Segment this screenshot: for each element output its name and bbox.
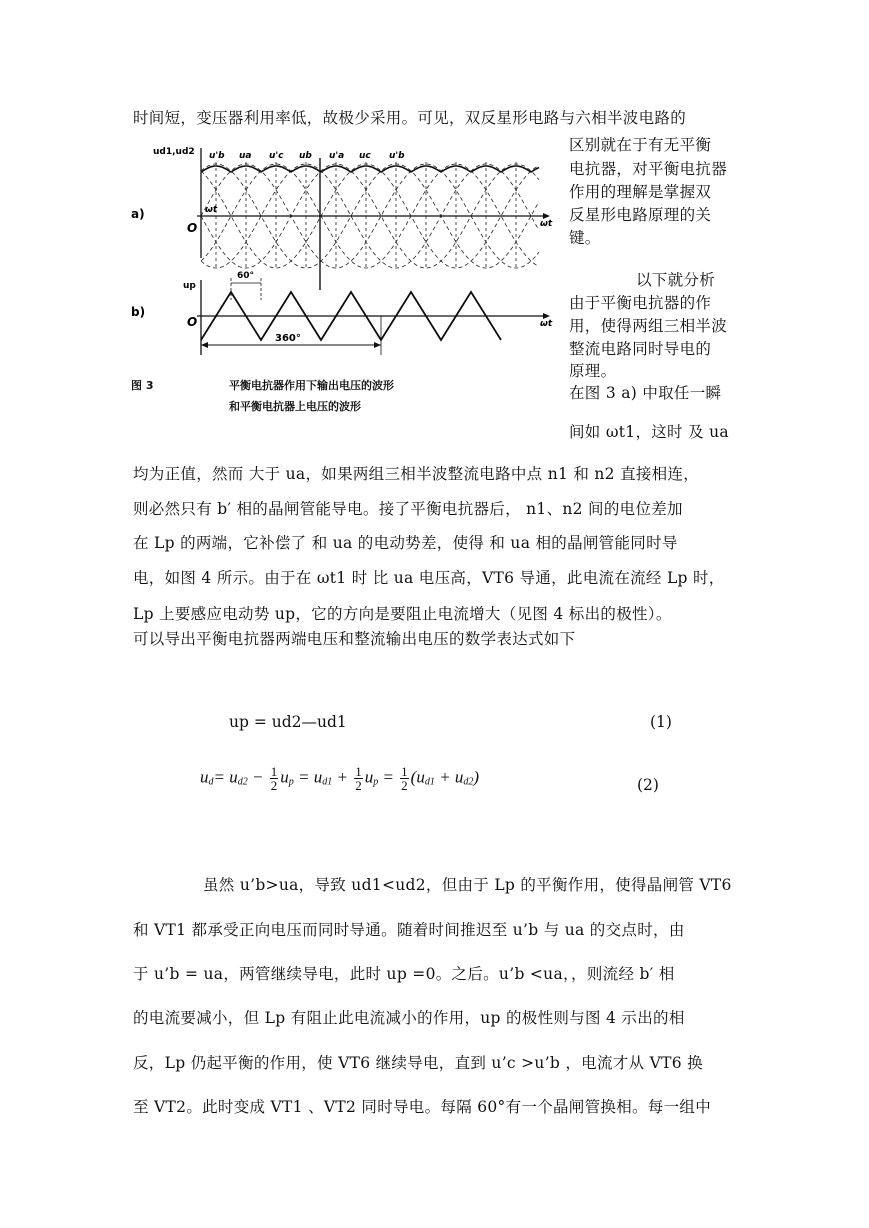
omega-t-b: ωt: [540, 319, 553, 329]
side-text-line: 用，使得两组三相半波: [569, 317, 728, 335]
side-text-line: 反星形电路原理的关: [569, 206, 712, 224]
omega-t-a: ωt: [540, 219, 553, 229]
body-text-line: 的电流要减小，但 Lp 有阻止此电流减小的作用，up 的极性则与图 4 示出的相: [133, 1009, 685, 1027]
figure-caption-line2: 和平衡电抗器上电压的波形: [229, 400, 361, 413]
equation-2-number: (2): [637, 776, 659, 794]
body-text-line: 反，Lp 仍起平衡的作用，使 VT6 继续导电，直到 u’c >u’b ，电流才从 VT6 换: [133, 1054, 703, 1072]
figure-caption-number: 图 3: [131, 379, 154, 392]
body-text-line: 虽然 u’b>ua，导致 ud1<ud2，但由于 Lp 的平衡作用，使得晶闸管 VT6: [203, 876, 732, 894]
equation-1: up = ud2—ud1: [229, 713, 347, 731]
side-text-line: 间如 ωt1，这时 及 ua: [569, 423, 729, 441]
body-text-line: 均为正值，然而 大于 ua，如果两组三相半波整流电路中点 n1 和 n2 直接相连，: [133, 465, 700, 483]
side-text-line: 原理。: [569, 362, 617, 380]
figure-caption-line1: 平衡电抗器作用下输出电压的波形: [229, 379, 394, 392]
equation-2: $u_d= u_{d2}$ − $\frac{1}{2}$ $u_p = u_{d1}$ + $\frac{1}{2}$ $u_p$ = $\frac{1}{2}$ $(u_{d1} + u_{d2})$: [200, 764, 479, 793]
body-text-line: 则必然只有 b′ 相的晶闸管能导电。接了平衡电抗器后， n1、n2 间的电位差加: [133, 500, 683, 518]
body-text-line: 于 u’b = ua，两管继续导电，此时 up =0。之后。u’b <ua，，则流经 b′ 相: [133, 965, 675, 983]
body-text-line: 在 Lp 的两端，它补偿了 和 ua 的电动势差，使得 和 ua 相的晶闸管能同时导: [133, 534, 678, 552]
up-axis-label: up: [183, 281, 196, 291]
side-text-line: 由于平衡电抗器的作: [569, 294, 712, 312]
body-text-line: Lp 上要感应电动势 up，它的方向是要阻止电流增大（见图 4 标出的极性）。: [133, 605, 672, 623]
panel-a-label: a): [131, 207, 145, 221]
figure-3: [125, 140, 555, 430]
panel-b-label: b): [131, 305, 146, 319]
side-text-line: 区别就在于有无平衡: [569, 136, 712, 154]
angle-60-label: 60°: [237, 271, 255, 281]
phase-label: u'a: [329, 151, 345, 161]
body-text-line: 电，如图 4 所示。由于在 ωt1 时 比 ua 电压高，VT6 导通，此电流在流经 Lp 时，: [133, 569, 725, 587]
paragraph-line: 时间短，变压器利用率低，故极少采用。可见，双反星形电路与六相半波电路的: [133, 109, 687, 127]
omega-t1-label: ωt: [205, 205, 218, 215]
side-text-line: 以下就分析: [636, 271, 716, 289]
angle-360-label: 360°: [275, 333, 301, 344]
side-text-line: 整流电路同时导电的: [569, 340, 712, 358]
side-text-line: 电抗器，对平衡电抗器: [569, 160, 728, 178]
body-text-line: 至 VT2。此时变成 VT1 、VT2 同时导电。每隔 60°有一个晶闸管换相。每一组中: [133, 1098, 711, 1116]
phase-label: u'b: [389, 151, 405, 161]
side-text-line: 键。: [569, 229, 601, 247]
origin-a: O: [187, 221, 198, 235]
side-text-line: 作用的理解是掌握双: [569, 183, 712, 201]
side-text-line: 在图 3 a) 中取任一瞬: [569, 384, 722, 402]
phase-label: u'b: [209, 151, 225, 161]
origin-b: O: [187, 315, 198, 329]
phase-label: uc: [359, 151, 371, 161]
phase-label: u'c: [269, 151, 284, 161]
output-envelope: [201, 166, 539, 172]
body-text-line: 和 VT1 都承受正向电压而同时导通。随着时间推迟至 u’b 与 ua 的交点时，由: [133, 921, 685, 939]
phase-label: ua: [239, 151, 252, 161]
phase-label: ub: [299, 151, 312, 161]
ud-axis-label: ud1,ud2: [153, 147, 195, 157]
body-text-line: 可以导出平衡电抗器两端电压和整流输出电压的数学表达式如下: [133, 630, 576, 648]
equation-1-number: (1): [650, 713, 672, 731]
